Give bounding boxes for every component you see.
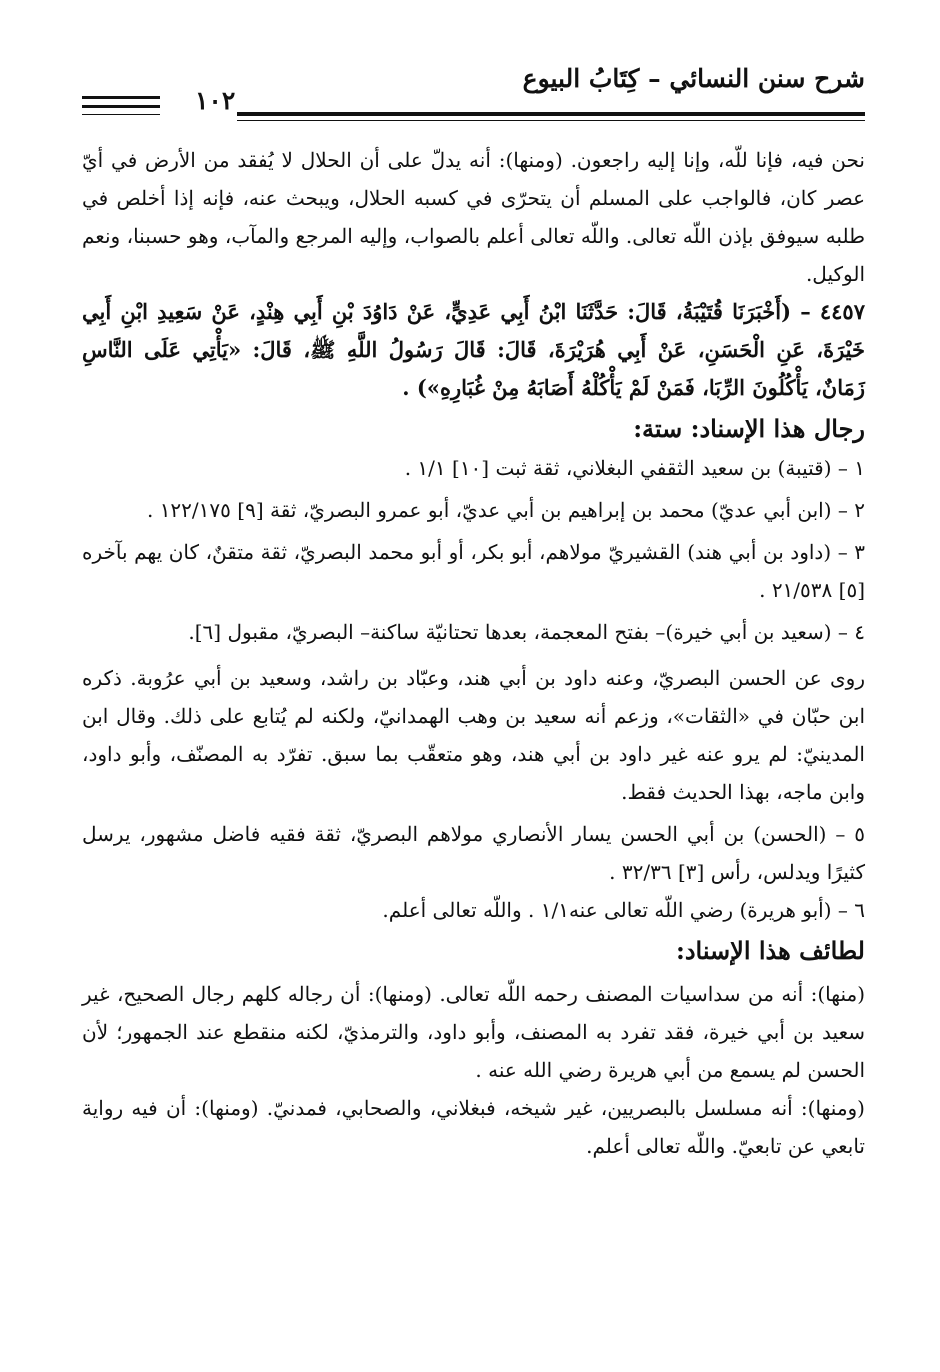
narrator-entry: ١ – (قتيبة) بن سعيد الثقفي البغلاني، ثقة ثبت [١٠] ١/١ . (404, 456, 865, 480)
narrator-entry: ٦ – (أبو هريرة) رضي اللّه تعالى عنه١/١ . واللّه تعالى أعلم. (382, 898, 865, 922)
commentary-paragraph: روى عن الحسن البصريّ، وعنه داود بن أبي هند، وعبّاد بن راشد، وسعيد بن أبي عرُوبة. ذكره ابن حبّان في «الثقات»، وزعم أنه سعيد بن وهب الهمدانيّ، ولكنه لم يُتابع على ذلك. وقال ابن المدينيّ: لم يرو عنه غير داود بن أبي هند، وهو متعقّب بما سبق. تفرّد به المصنّف، وأبو داود، وابن ماجه، بهذا الحديث فقط. (82, 666, 865, 804)
header-rule-thin (237, 120, 865, 121)
header-rule-ornament (82, 96, 160, 99)
subtleties-heading: لطائف هذا الإسناد: (675, 936, 865, 965)
header-rule-ornament (82, 114, 160, 115)
header-rule-thick (237, 112, 865, 116)
running-title: شرح سنن النسائي – كِتَابُ البيوع (522, 64, 865, 93)
hadith-text: ٤٤٥٧ – (أَخْبَرَنَا قُتَيْبَةُ، قَالَ: حَدَّثَنَا ابْنُ أَبِي عَدِيٍّ، عَنْ دَاوُدَ بْنِ أَبِي هِنْدٍ، عَنْ سَعِيدِ ابْنِ أَبِي خَيْرَةَ، عَنِ الْحَسَنِ، عَنْ أَبِي هُرَيْرَةَ، قَالَ: قَالَ رَسُولُ اللَّهِ ﷺ، قَالَ: «يَأْتِي عَلَى النَّاسِ زَمَانٌ، يَأْكُلُونَ الرِّبَا، فَمَنْ لَمْ يَأْكُلْهُ أَصَابَهُ مِنْ غُبَارِهِ») . (82, 299, 865, 400)
narrators-heading: رجال هذا الإسناد: ستة: (633, 414, 865, 443)
page-number: ١٠٢ (195, 86, 236, 115)
commentary-paragraph: (منها): أنه من سداسيات المصنف رحمه اللّه تعالى. (ومنها): أن رجاله كلهم رجال الصحيح، غير سعيد بن أبي خيرة، فقد تفرد به المصنف، وأبو داود، والترمذيّ، لكنه منقطع عند الجمهور؛ لأن الحسن لم يسمع من أبي هريرة رضي الله عنه . (82, 982, 865, 1082)
header-rule-ornament (82, 105, 160, 108)
commentary-paragraph: (ومنها): أنه مسلسل بالبصريين، غير شيخه، فبغلاني، والصحابي، فمدنيّ. (ومنها): أن فيه رواية تابعي عن تابعيّ. واللّه تعالى أعلم. (82, 1096, 865, 1158)
narrator-entry: ٢ – (ابن أبي عديّ) محمد بن إبراهيم بن أبي عديّ، أبو عمرو البصريّ، ثقة [٩] ١٢٢/١٧٥ . (146, 498, 865, 522)
narrator-entry: ٥ – (الحسن) بن أبي الحسن يسار الأنصاري مولاهم البصريّ، ثقة فقيه فاضل مشهور، يرسل كثيرًا ويدلس، رأس [٣] ٣٢/٣٦ . (82, 822, 866, 884)
page-header (82, 62, 865, 122)
commentary-paragraph: نحن فيه، فإنا للّه، وإنا إليه راجعون. (ومنها): أنه يدلّ على أن الحلال لا يُفقد من الأرض في أيّ عصر كان، فالواجب على المسلم أن يتحرّى في كسبه الحلال، ويبحث عنه، فإنه إذا أخلص في طلبه سيوفق بإذن اللّه تعالى. واللّه تعالى أعلم بالصواب، وإليه المرجع والمآب، وهو حسبنا، ونعم الوكيل. (82, 148, 866, 286)
narrator-entry: ٣ – (داود بن أبي هند) القشيريّ مولاهم، أبو بكر، أو أبو محمد البصريّ، ثقة متقنٌ، كان يهم بآخره [٥] ٢١/٥٣٨ . (82, 540, 865, 602)
page-body (82, 141, 865, 1165)
narrator-entry: ٤ – (سعيد بن أبي خيرة)– بفتح المعجمة، بعدها تحتانيّة ساكنة– البصريّ، مقبول [٦]. (188, 620, 865, 644)
